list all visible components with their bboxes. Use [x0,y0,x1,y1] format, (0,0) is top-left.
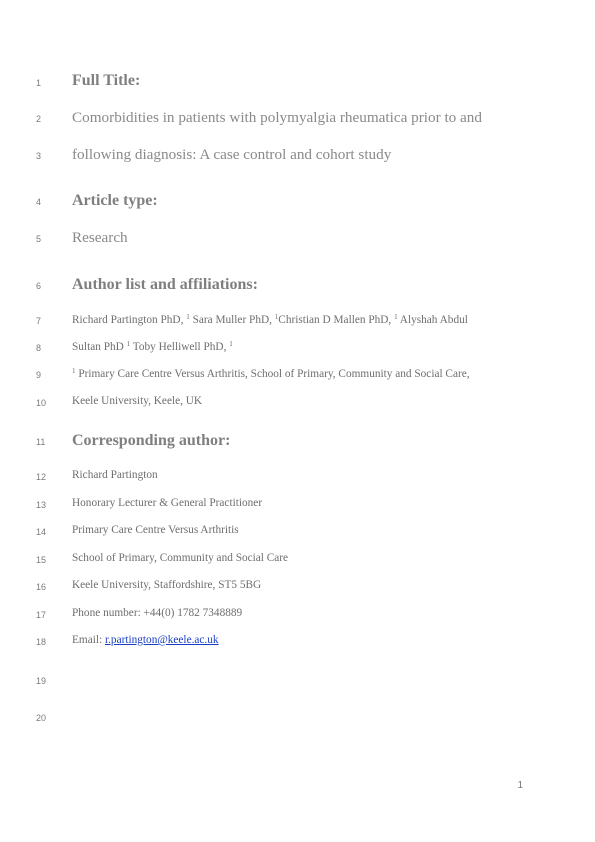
email-link[interactable]: r.partington@keele.ac.uk [104,634,219,646]
corresponding-school: School of Primary, Community and Social Care [72,552,289,564]
line-number: 1 [36,78,42,88]
article-type-heading: Article type: [72,192,158,209]
page-number: 1 [517,780,523,791]
corresponding-email-row [72,634,219,646]
author-name: Sara Muller PhD, [192,314,272,326]
affiliation-superscript: 1 [72,367,76,375]
line-number: 12 [36,472,47,482]
authors-line-1 [72,313,468,326]
corresponding-org: Primary Care Centre Versus Arthritis [72,524,239,536]
affiliation-text: Primary Care Centre Versus Arthritis, School of Primary, Community and Social Care, [78,368,470,380]
affiliation-superscript: 1 [274,313,279,321]
author-name: Alyshah Abdul [399,314,468,326]
affiliation-superscript: 1 [126,340,131,348]
line-number: 16 [36,582,47,592]
affiliation-superscript: 1 [186,313,190,321]
email-label: Email: [72,634,103,646]
line-number: 19 [36,676,47,686]
line-number: 8 [36,343,42,353]
author-name: Toby Helliwell PhD, [132,341,227,353]
line-number: 2 [36,114,42,124]
full-title-heading: Full Title: [72,72,141,89]
corresponding-heading: Corresponding author: [72,432,231,449]
line-number: 17 [36,610,47,620]
line-number: 5 [36,234,42,244]
line-number: 4 [36,197,42,207]
affiliation-line-2: Keele University, Keele, UK [72,395,203,407]
author-name: Sultan PhD [72,341,124,353]
corresponding-phone: Phone number: +44(0) 1782 7348889 [72,607,243,619]
line-number: 15 [36,555,47,565]
article-type-value: Research [72,229,128,246]
line-number: 6 [36,281,42,291]
line-number: 11 [36,437,46,447]
authors-heading: Author list and affiliations: [72,276,258,293]
affiliation-line-1 [72,367,470,380]
line-number: 7 [36,316,42,326]
line-number: 20 [36,713,47,723]
author-name: Christian D Mallen PhD, [278,314,392,326]
author-name: Richard Partington PhD, [72,314,184,326]
authors-line-2 [72,340,233,353]
affiliation-superscript: 1 [229,340,233,348]
line-number: 13 [36,500,47,510]
line-number: 3 [36,151,42,161]
title-line-2: following diagnosis: A case control and cohort study [72,146,392,163]
corresponding-role: Honorary Lecturer & General Practitioner [72,497,263,509]
line-number: 14 [36,527,47,537]
title-line-1: Comorbidities in patients with polymyalgia rheumatica prior to and [72,109,482,126]
line-number: 10 [36,398,47,408]
corresponding-name: Richard Partington [72,469,158,481]
line-number: 9 [36,370,42,380]
corresponding-address: Keele University, Staffordshire, ST5 5BG [72,579,262,591]
affiliation-superscript: 1 [394,313,398,321]
line-number: 18 [36,637,47,647]
